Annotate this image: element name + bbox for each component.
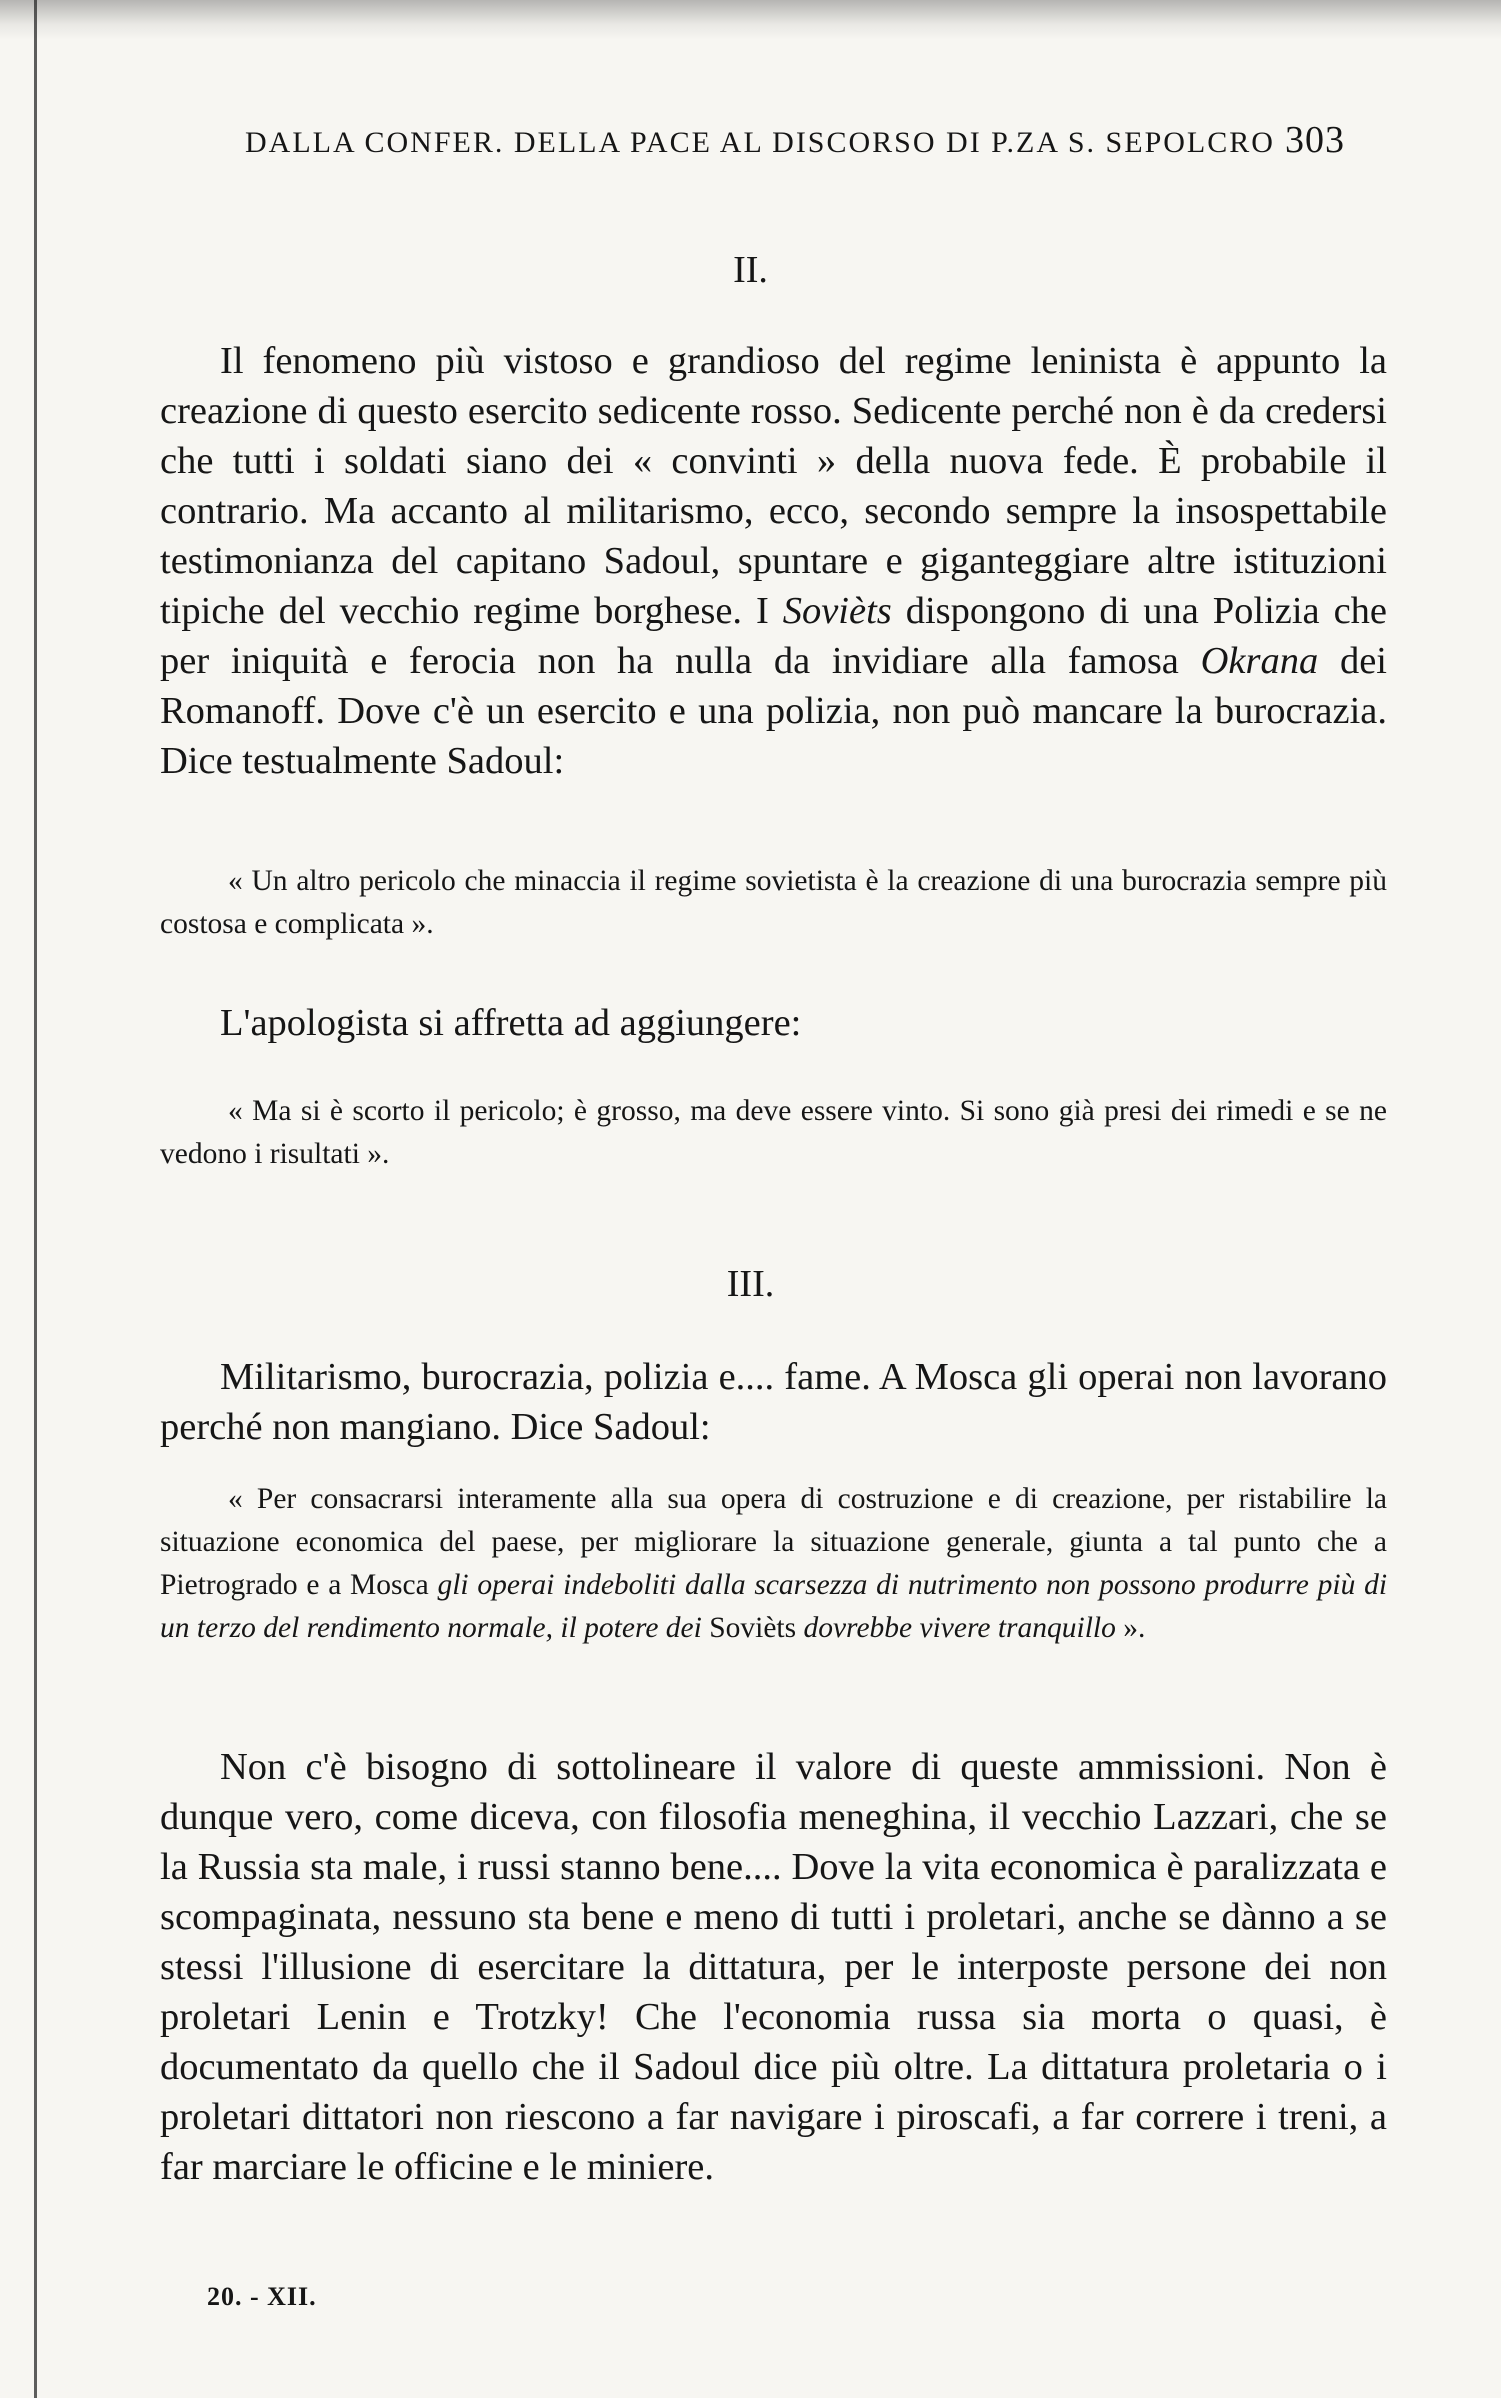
paragraph-1-okrana: Okrana	[1200, 640, 1319, 682]
page-gutter-line	[34, 0, 37, 2398]
quote-1: « Un altro pericolo che minaccia il regime sovietista è la creazione di una burocrazia sempre più costosa e complicata ».	[160, 865, 1387, 940]
quote-3-part-a: « Per consacrarsi interamente alla sua opera di costruzione e di creazione, per ristabilire la situazione economica del paese, per migliorare la situazione generale, giunta a tal punto che a Pietrogrado e a Mosca	[160, 1483, 1387, 1601]
paragraph-1-soviets: Sovièts	[782, 590, 892, 632]
quote-3-end: ».	[1115, 1612, 1146, 1644]
paragraph-1-part-c: dei Romanoff. Dove c'è un esercito e una polizia, non può mancare la burocrazia. Dice testualmente Sadoul:	[160, 640, 1387, 782]
paragraph-1-part-b: dispongono di una Polizia che per iniquità e ferocia non ha nulla da invidiare alla famosa	[160, 590, 1387, 682]
running-title: DALLA CONFER. DELLA PACE AL DISCORSO DI P.ZA S. SEPOLCRO	[245, 126, 1275, 159]
quote-3-italic-1: gli operai indeboliti dalla scarsezza di nutrimento non possono produrre più di un terzo del rendimento normale, il potere dei	[160, 1569, 1388, 1644]
signature-mark: 20. - XII.	[207, 2282, 317, 2311]
quote-3-italic-2: dovrebbe vivere tranquillo	[803, 1612, 1116, 1644]
paragraph-1-part-a: Il fenomeno più vistoso e grandioso del regime leninista è appunto la creazione di questo esercito sedicente rosso. Sedicente perché non è da credersi che tutti i soldati siano dei « convinti » della nuova fede. È probabile il contrario. Ma accanto al militarismo, ecco, secondo sempre la insospettabile testimonianza del capitano Sadoul, spuntare e giganteggiare altre istituzioni tipiche del vecchio regime borghese. I	[160, 340, 1387, 632]
paragraph-3: Militarismo, burocrazia, polizia e.... fame. A Mosca gli operai non lavorano perché non mangiano. Dice Sadoul:	[160, 1356, 1387, 1448]
section-heading-ii: II.	[733, 249, 768, 291]
paragraph-2: L'apologista si affretta ad aggiungere:	[220, 1002, 802, 1044]
paragraph-1	[160, 336, 1387, 786]
paragraph-4: Non c'è bisogno di sottolineare il valore di queste ammissioni. Non è dunque vero, come diceva, con filosofia meneghina, il vecchio Lazzari, che se la Russia sta male, i russi stanno bene.... Dove la vita economica è paralizzata e scompaginata, nessuno sta bene e meno di tutti i proletari, anche se dànno a se stessi l'illusione di esercitare la dittatura, per le interposte persone dei non proletari Lenin e Trotzky! Che l'economia russa sia morta o quasi, è documentato da quello che il Sadoul dice più oltre. La dittatura proletaria o i proletari dittatori non riescono a far navigare i piroscafi, a far correre i treni, a far marciare le officine e le miniere.	[160, 1746, 1387, 2188]
quote-2: « Ma si è scorto il pericolo; è grosso, ma deve essere vinto. Si sono già presi dei rimedi e se ne vedono i risultati ».	[160, 1095, 1387, 1170]
scan-shadow	[0, 0, 1501, 40]
running-header	[245, 118, 1345, 162]
section-heading-iii: III.	[726, 1263, 775, 1305]
quote-3	[160, 1478, 1387, 1650]
quote-3-soviets: Sovièts	[701, 1612, 804, 1644]
page-number: 303	[1285, 119, 1345, 161]
